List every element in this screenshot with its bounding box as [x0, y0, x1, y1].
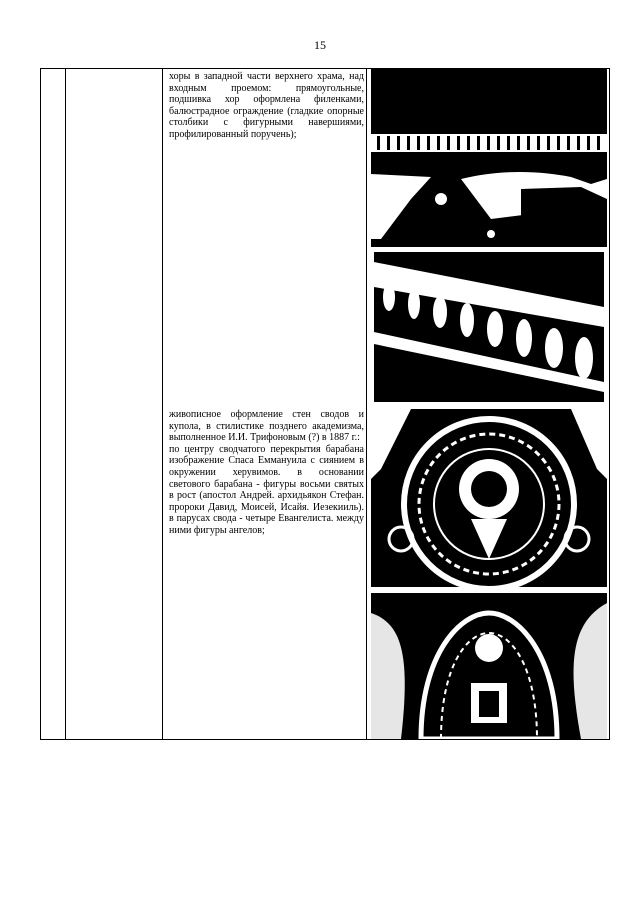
- balusters-closeup-photo: [374, 252, 604, 402]
- page-number: 15: [314, 38, 326, 52]
- dome-painting-photo: [371, 409, 607, 587]
- monument-table: [40, 68, 610, 740]
- drum-painting-photo: [371, 593, 607, 739]
- column-divider-2: [162, 69, 163, 739]
- column-divider-3: [366, 69, 367, 739]
- row-1-description: хоры в западной части верхнего храма, над входным проемом: прямоугольные, подшивка хор оформлена филенками, балюстрадное ограждение (гладкие опорные столбики с фигурными навершиями, профилированный поручень);: [169, 71, 364, 140]
- column-divider-1: [65, 69, 66, 739]
- choir-railing-photo: [371, 69, 607, 247]
- row-2-description: живописное оформление стен сводов и купола, в стилистике позднего академизма, выполненное И.И. Трифоновым (?) в 1887 г.: по центру сводчатого перекрытия барабана изображение Спаса Еммануила с сиянием в окружении херувимов. в основании светового барабана - фигуры восьми святых в рост (апостол Андрей. архидьякон Стефан. пророки Давид, Моисей, Исайя. Иезекииль). в парусах свода - четыре Евангелиста. между ними фигуры ангелов;: [169, 409, 364, 536]
